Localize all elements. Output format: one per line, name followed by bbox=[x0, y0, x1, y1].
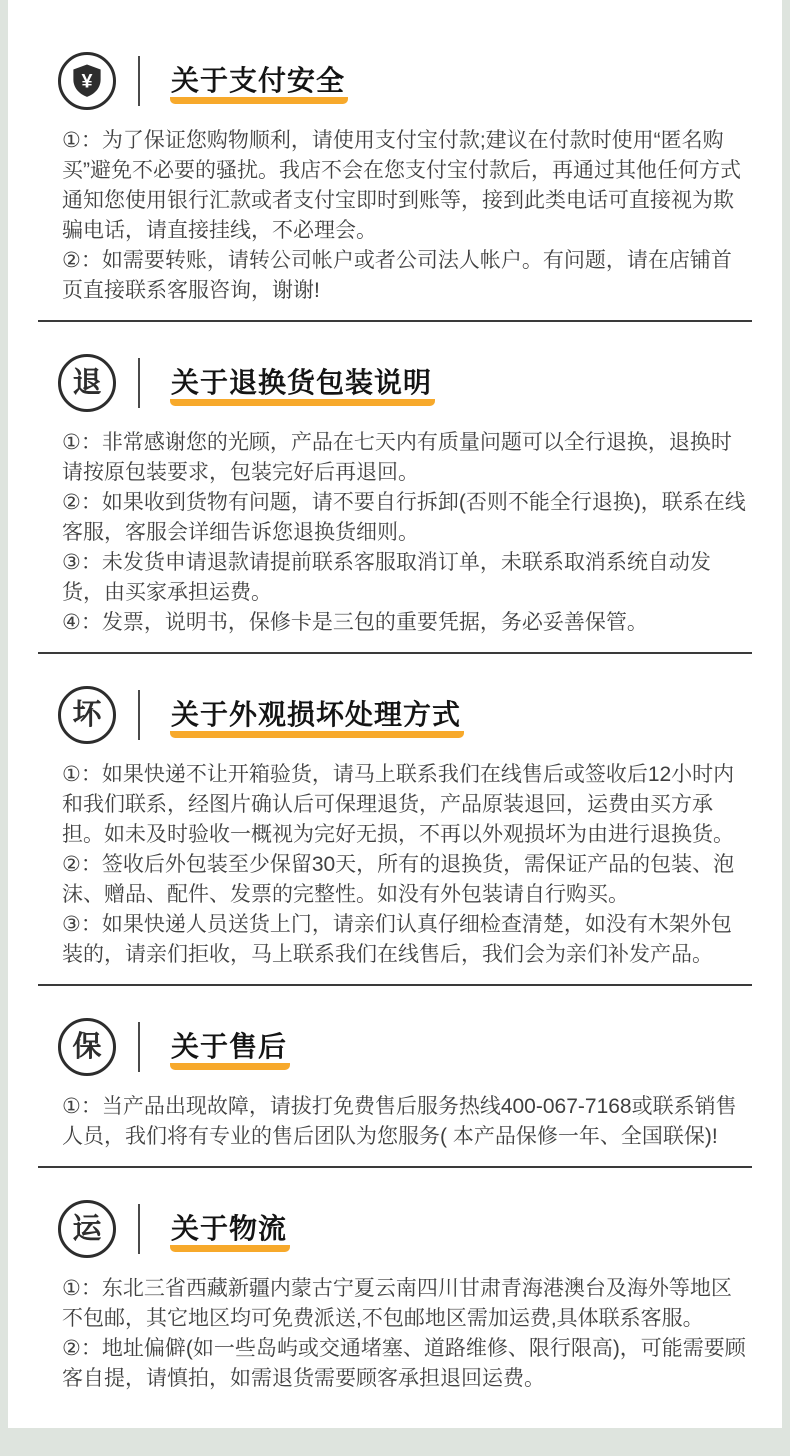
section-title: 关于退换货包装说明 bbox=[170, 361, 435, 406]
section-header bbox=[8, 352, 782, 414]
section-icon bbox=[58, 1200, 116, 1258]
section-body bbox=[8, 126, 782, 306]
header-divider-line bbox=[138, 56, 140, 106]
section-title: 关于支付安全 bbox=[170, 59, 348, 104]
notice-paragraph: ①：为了保证您购物顺利，请使用支付宝付款;建议在付款时使用“匿名购买”避免不必要的骚扰。我店不会在您支付宝付款后，再通过其他任何方式通知您使用银行汇款或者支付宝即时到账等，接到此类电话可直接视为欺骗电话，请直接挂线，不必理会。 bbox=[62, 129, 741, 242]
section-body bbox=[8, 1092, 782, 1152]
notice-paragraph: ④：发票，说明书，保修卡是三包的重要凭据，务必妥善保管。 bbox=[62, 611, 648, 634]
section-body bbox=[8, 428, 782, 638]
section-title: 关于物流 bbox=[170, 1207, 290, 1252]
section-icon-character: 坏 bbox=[72, 698, 102, 731]
notice-paragraph: ③：未发货申请退款请提前联系客服取消订单，未联系取消系统自动发货，由买家承担运费。 bbox=[62, 551, 711, 604]
section-body bbox=[8, 760, 782, 970]
section-icon bbox=[58, 1018, 116, 1076]
notice-paragraph: ②：签收后外包装至少保留30天，所有的退换货，需保证产品的包装、泡沫、赠品、配件、发票的完整性。如没有外包装请自行购买。 bbox=[62, 853, 735, 906]
notice-paragraph: ②：地址偏僻(如一些岛屿或交通堵塞、道路维修、限行限高)，可能需要顾客自提，请慎拍，如需退货需要顾客承担退回运费。 bbox=[62, 1337, 746, 1390]
section-icon-character: 运 bbox=[72, 1212, 102, 1245]
section-icon-character: 退 bbox=[72, 366, 102, 399]
section-damage-handling bbox=[8, 654, 782, 986]
section-payment-security bbox=[8, 0, 782, 322]
section-icon bbox=[58, 686, 116, 744]
header-divider-line bbox=[138, 358, 140, 408]
section-logistics bbox=[8, 1168, 782, 1428]
section-icon-character: 保 bbox=[72, 1030, 102, 1063]
notice-paragraph: ①：非常感谢您的光顾，产品在七天内有质量问题可以全行退换，退换时请按原包装要求，包装完好后再退回。 bbox=[62, 431, 732, 484]
notice-paragraph: ③：如果快递人员送货上门，请亲们认真仔细检查清楚，如没有木架外包装的，请亲们拒收，马上联系我们在线售后，我们会为亲们补发产品。 bbox=[62, 913, 732, 966]
notice-paragraph: ①：东北三省西藏新疆内蒙古宁夏云南四川甘肃青海港澳台及海外等地区不包邮，其它地区均可免费派送,不包邮地区需加运费,具体联系客服。 bbox=[62, 1277, 732, 1330]
section-body bbox=[8, 1274, 782, 1394]
notice-paragraph: ①：如果快递不让开箱验货，请马上联系我们在线售后或签收后12小时内和我们联系，经图片确认后可保理退货，产品原装退回，运费由买方承担。如未及时验收一概视为完好无损，不再以外观损坏为由进行退换货。 bbox=[62, 763, 735, 846]
section-title: 关于售后 bbox=[170, 1025, 290, 1070]
section-header bbox=[8, 1198, 782, 1260]
section-return-packaging bbox=[8, 322, 782, 654]
yen-glyph: ¥ bbox=[81, 70, 93, 93]
header-divider-line bbox=[138, 1204, 140, 1254]
header-divider-line bbox=[138, 690, 140, 740]
notice-paragraph: ②：如果收到货物有问题，请不要自行拆卸(否则不能全行退换)，联系在线客服，客服会详细告诉您退换货细则。 bbox=[62, 491, 746, 544]
section-header bbox=[8, 50, 782, 112]
notice-paragraph: ①：当产品出现故障，请拔打免费售后服务热线400-067-7168或联系销售人员，我们将有专业的售后团队为您服务( 本产品保修一年、全国联保)! bbox=[62, 1095, 737, 1148]
section-header bbox=[8, 1016, 782, 1078]
info-card bbox=[8, 0, 782, 1428]
section-icon bbox=[58, 354, 116, 412]
section-icon bbox=[58, 52, 116, 110]
payment-shield-icon bbox=[68, 62, 106, 100]
section-header bbox=[8, 684, 782, 746]
section-after-sales bbox=[8, 986, 782, 1168]
section-title: 关于外观损坏处理方式 bbox=[170, 693, 464, 738]
notice-paragraph: ②：如需要转账，请转公司帐户或者公司法人帐户。有问题，请在店铺首页直接联系客服咨询，谢谢! bbox=[62, 249, 732, 302]
header-divider-line bbox=[138, 1022, 140, 1072]
